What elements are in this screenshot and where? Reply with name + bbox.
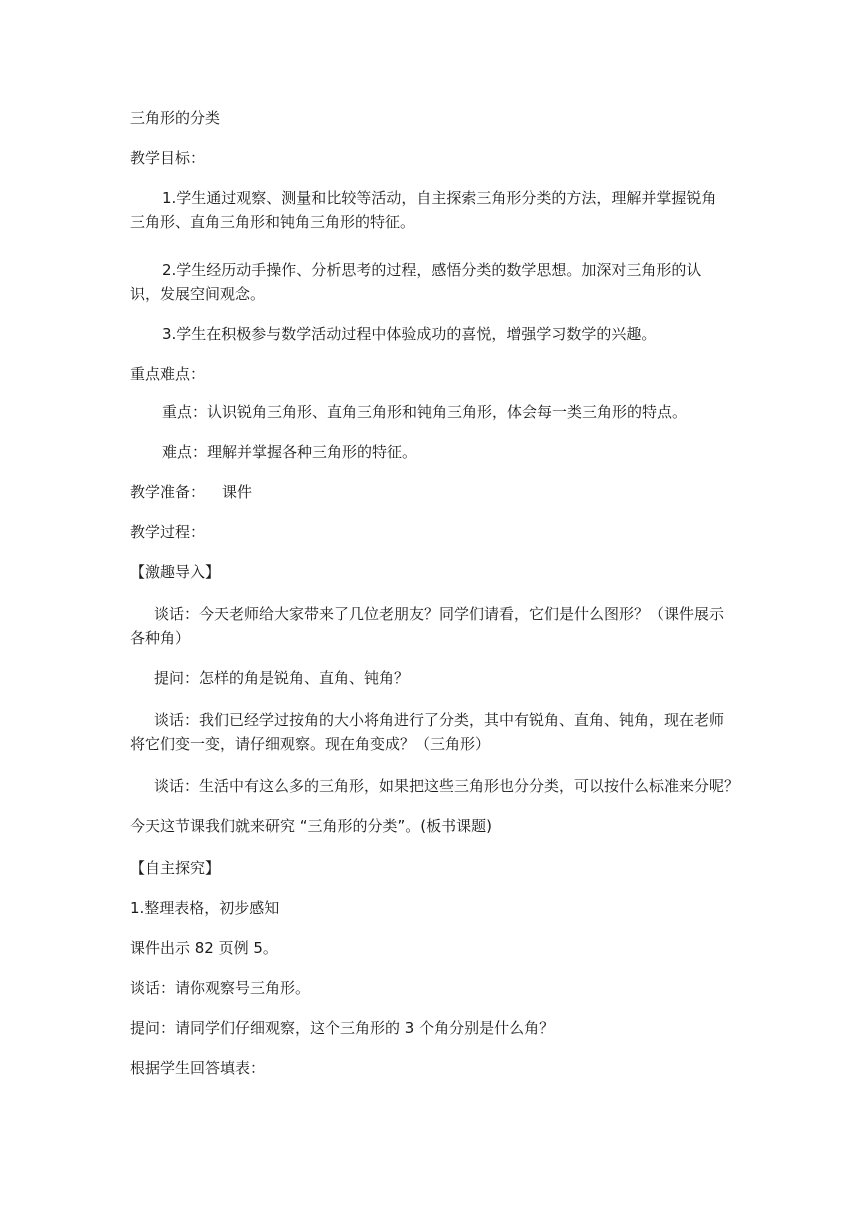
explore-line-5: 根据学生回答填表： [130, 1059, 266, 1077]
preparation-label: 教学准备： [130, 483, 206, 501]
document-title: 三角形的分类 [130, 109, 221, 127]
paragraph-text: 谈话：我们已经学过按角的大小将角进行了分类，其中有锐角、直角、钝角，现在老师将它们变一变，请仔细观察。现在角变成？（三角形） [130, 711, 725, 753]
warmup-paragraph-1 [130, 602, 730, 650]
explore-line-3: 谈话：请你观察号三角形。 [130, 979, 311, 997]
paragraph-text: 谈话：今天老师给大家带来了几位老朋友？同学们请看，它们是什么图形？（课件展示各种角） [130, 605, 725, 647]
key-point: 重点：认识锐角三角形、直角三角形和钝角三角形，体会每一类三角形的特点。 [162, 403, 688, 421]
objective-3 [130, 322, 730, 346]
objective-2 [130, 258, 730, 306]
explore-line-4: 提问：请同学们仔细观察，这个三角形的 3 个角分别是什么角？ [130, 1019, 555, 1037]
objective-text: 1.学生通过观察、测量和比较等活动，自主探索三角形分类的方法，理解并掌握锐角三角形、直角三角形和钝角三角形的特征。 [130, 189, 717, 231]
warmup-paragraph-3 [130, 708, 730, 756]
section-explore-heading: 【自主探究】 [130, 859, 221, 877]
warmup-closing: 今天这节课我们就来研究 “三角形的分类”。(板书课题) [130, 817, 493, 835]
preparation-value: 课件 [222, 483, 253, 501]
objectives-heading: 教学目标： [130, 149, 206, 167]
warmup-paragraph-4: 谈话：生活中有这么多的三角形，如果把这些三角形也分分类，可以按什么标准来分呢？ [154, 777, 740, 795]
key-points-heading: 重点难点： [130, 365, 206, 383]
objective-text: 2.学生经历动手操作、分析思考的过程，感悟分类的数学思想。加深对三角形的认识，发展空间观念。 [130, 261, 702, 303]
process-heading: 教学过程： [130, 523, 206, 541]
section-warmup-heading: 【激趣导入】 [130, 563, 221, 581]
objective-1 [130, 186, 730, 234]
objective-text: 3.学生在积极参与数学活动过程中体验成功的喜悦，增强学习数学的兴趣。 [162, 325, 657, 343]
warmup-paragraph-2: 提问：怎样的角是锐角、直角、钝角？ [154, 669, 410, 687]
difficulty: 难点：理解并掌握各种三角形的特征。 [162, 443, 418, 461]
explore-line-1: 1.整理表格，初步感知 [130, 899, 280, 917]
explore-line-2: 课件出示 82 页例 5。 [130, 939, 278, 957]
